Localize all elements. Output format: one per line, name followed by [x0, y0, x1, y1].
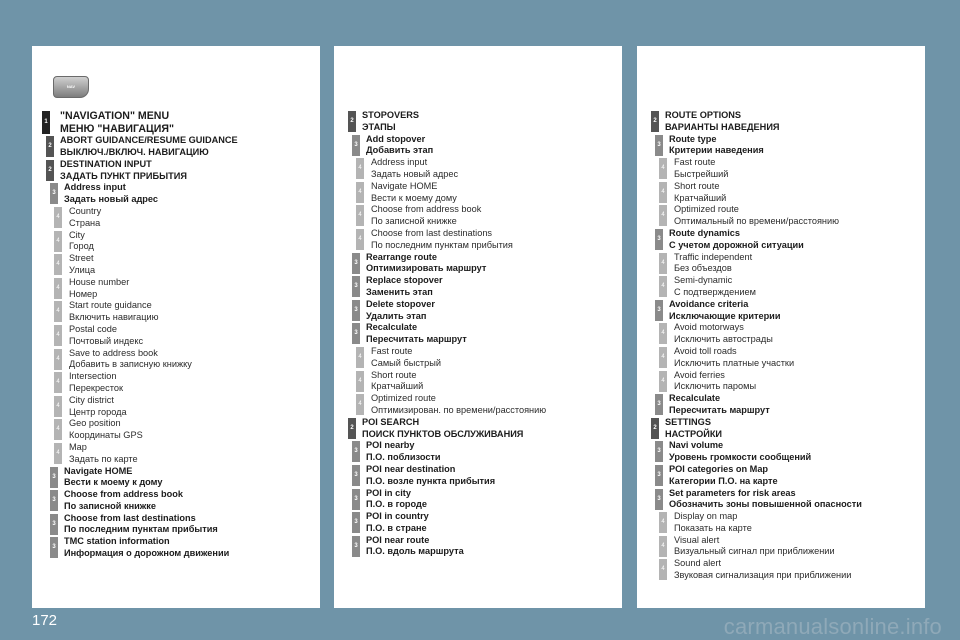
menu-item-label-ru: ВЫКЛЮЧ./ВКЛЮЧ. НАВИГАЦИЮ [60, 146, 209, 157]
menu-item-level-3 [334, 275, 622, 299]
menu-item-label-ru: Звуковая сигнализация при приближении [674, 570, 852, 581]
menu-item-level-4 [637, 558, 925, 582]
menu-item-label-en: DESTINATION INPUT [60, 158, 152, 169]
menu-item-label-en: Navigate HOME [64, 465, 133, 476]
menu-item-label-ru: Информация о дорожном движении [64, 548, 230, 559]
menu-item-level-4 [637, 535, 925, 559]
menu-item-label-ru: Исключающие критерии [669, 310, 781, 321]
menu-item-label-ru: По последним пунктам прибытия [64, 524, 218, 535]
level-badge: 4 [356, 182, 364, 203]
menu-item-level-3 [334, 322, 622, 346]
menu-item-label-en: House number [69, 276, 130, 287]
menu-tree [637, 110, 925, 582]
menu-item-label-ru: Пересчитать маршрут [366, 334, 467, 345]
menu-item-label-ru: Номер [69, 288, 98, 299]
menu-item-level-4 [334, 393, 622, 417]
level-badge: 3 [352, 253, 360, 274]
menu-tree [32, 110, 320, 560]
menu-item-level-3 [32, 536, 320, 560]
menu-item-level-2 [637, 417, 925, 441]
menu-item-label-en: Street [69, 253, 94, 264]
menu-item-level-3 [334, 535, 622, 559]
level-badge: 4 [54, 301, 62, 322]
menu-item-label-en: Postal code [69, 323, 118, 334]
level-badge: 4 [54, 254, 62, 275]
menu-item-label-en: Choose from last destinations [371, 227, 493, 238]
level-badge: 2 [46, 160, 54, 181]
level-badge: 3 [352, 512, 360, 533]
menu-item-label-ru: Исключить автострады [674, 334, 773, 345]
menu-item-level-4 [637, 157, 925, 181]
menu-item-level-3 [637, 134, 925, 158]
menu-item-label-en: Avoidance criteria [669, 298, 749, 309]
menu-item-label-ru: МЕНЮ "НАВИГАЦИЯ" [60, 122, 174, 135]
menu-item-label-ru: Без объездов [674, 263, 732, 274]
level-badge: 4 [659, 158, 667, 179]
menu-item-level-4 [32, 277, 320, 301]
menu-item-label-en: Route type [669, 133, 717, 144]
menu-item-label-ru: Вести к моему к дому [64, 477, 163, 488]
menu-item-label-ru: ВАРИАНТЫ НАВЕДЕНИЯ [665, 121, 780, 132]
menu-item-level-4 [637, 322, 925, 346]
menu-item-label-en: Intersection [69, 371, 117, 382]
level-badge: 4 [54, 419, 62, 440]
menu-item-level-4 [32, 324, 320, 348]
menu-item-label-en: Semi-dynamic [674, 275, 733, 286]
menu-item-label-ru: Удалить этап [366, 310, 427, 321]
level-badge: 4 [659, 512, 667, 533]
menu-item-label-en: Address input [64, 182, 126, 193]
menu-item-level-2 [334, 110, 622, 134]
menu-item-label-ru: Пересчитать маршрут [669, 404, 770, 415]
menu-item-label-en: Recalculate [669, 393, 721, 404]
menu-item-label-ru: Показать на карте [674, 522, 752, 533]
menu-item-level-3 [637, 299, 925, 323]
menu-item-label-en: Add stopover [366, 133, 426, 144]
menu-item-level-4 [32, 371, 320, 395]
menu-item-label-ru: НАСТРОЙКИ [665, 428, 723, 439]
menu-item-label-ru: Город [69, 241, 94, 252]
menu-item-label-ru: Задать новый адрес [64, 194, 159, 205]
menu-item-level-4 [637, 511, 925, 535]
menu-item-level-1 [32, 110, 320, 135]
level-badge: 4 [54, 231, 62, 252]
menu-item-label-en: POI in city [366, 487, 411, 498]
menu-item-level-3 [637, 440, 925, 464]
menu-item-label-en: Rearrange route [366, 251, 437, 262]
menu-item-label-en: ROUTE OPTIONS [665, 110, 742, 120]
menu-item-level-3 [637, 228, 925, 252]
menu-item-level-3 [334, 488, 622, 512]
menu-item-label-ru: Добавить в записную книжку [69, 359, 192, 370]
menu-item-label-ru: ЭТАПЫ [362, 121, 396, 132]
menu-item-label-ru: Критерии наведения [669, 145, 764, 156]
menu-item-label-en: POI SEARCH [362, 416, 420, 427]
menu-item-label-en: "NAVIGATION" MENU [60, 110, 170, 122]
menu-item-level-3 [32, 489, 320, 513]
level-badge: 4 [54, 325, 62, 346]
menu-item-label-en: Navi volume [669, 440, 724, 451]
menu-item-label-en: Choose from address book [371, 204, 482, 215]
menu-item-label-ru: Почтовый индекс [69, 335, 144, 346]
menu-item-label-en: Set parameters for risk areas [669, 487, 796, 498]
level-badge: 4 [54, 278, 62, 299]
menu-item-level-4 [32, 348, 320, 372]
menu-item-label-ru: Быстрейший [674, 168, 729, 179]
menu-item-label-en: Short route [674, 180, 720, 191]
menu-item-label-ru: По записной книжке [371, 216, 457, 227]
menu-item-label-en: City district [69, 394, 114, 405]
level-badge: 4 [356, 347, 364, 368]
menu-panel-stopovers-poi [334, 46, 622, 608]
level-badge: 4 [659, 182, 667, 203]
level-badge: 4 [54, 207, 62, 228]
level-badge: 3 [352, 441, 360, 462]
level-badge: 3 [352, 276, 360, 297]
menu-item-label-en: Recalculate [366, 322, 418, 333]
menu-item-label-ru: Уровень громкости сообщений [669, 452, 812, 463]
level-badge: 2 [46, 136, 54, 157]
level-badge: 4 [356, 229, 364, 250]
menu-item-level-3 [637, 464, 925, 488]
menu-item-level-4 [32, 300, 320, 324]
level-badge: 4 [659, 371, 667, 392]
level-badge: 3 [352, 323, 360, 344]
menu-item-label-en: Geo position [69, 418, 121, 429]
menu-item-level-4 [32, 442, 320, 466]
level-badge: 3 [352, 300, 360, 321]
menu-item-label-en: Fast route [371, 345, 413, 356]
menu-item-label-en: City [69, 229, 85, 240]
menu-item-level-4 [334, 181, 622, 205]
menu-item-level-4 [32, 230, 320, 254]
menu-item-level-4 [637, 275, 925, 299]
level-badge: 3 [655, 300, 663, 321]
level-badge: 4 [659, 559, 667, 580]
level-badge: 4 [54, 396, 62, 417]
level-badge: 4 [356, 371, 364, 392]
menu-item-level-2 [637, 110, 925, 134]
menu-item-level-2 [32, 159, 320, 183]
menu-item-label-en: Replace stopover [366, 275, 443, 286]
level-badge: 4 [356, 205, 364, 226]
menu-item-label-ru: Координаты GPS [69, 430, 143, 441]
menu-item-label-en: Start route guidance [69, 300, 152, 311]
menu-item-label-en: POI near destination [366, 463, 456, 474]
level-badge: 3 [50, 514, 58, 535]
menu-item-label-ru: П.О. поблизости [366, 452, 441, 463]
menu-item-label-en: Address input [371, 157, 428, 168]
menu-item-label-en: Delete stopover [366, 298, 435, 309]
menu-item-level-2 [334, 417, 622, 441]
menu-item-label-en: Country [69, 205, 102, 216]
level-badge: 4 [356, 158, 364, 179]
menu-item-label-en: POI categories on Map [669, 463, 769, 474]
menu-item-label-ru: ЗАДАТЬ ПУНКТ ПРИБЫТИЯ [60, 170, 187, 181]
menu-item-label-ru: Обозначить зоны повышенной опасности [669, 499, 862, 510]
level-badge: 4 [54, 372, 62, 393]
level-badge: 3 [655, 394, 663, 415]
menu-item-label-ru: Оптимальный по времени/расстоянию [674, 216, 840, 227]
menu-item-label-ru: Исключить платные участки [674, 357, 795, 368]
menu-item-level-2 [32, 135, 320, 159]
menu-item-label-en: Optimized route [674, 204, 739, 215]
level-badge: 4 [659, 253, 667, 274]
menu-item-label-en: Fast route [674, 157, 716, 168]
menu-item-label-ru: Вести к моему дому [371, 192, 457, 203]
menu-item-level-3 [32, 466, 320, 490]
menu-item-level-3 [334, 440, 622, 464]
level-badge: 3 [352, 465, 360, 486]
menu-item-label-en: Sound alert [674, 558, 721, 569]
menu-item-level-4 [637, 346, 925, 370]
menu-item-level-4 [334, 157, 622, 181]
menu-item-label-en: Avoid toll roads [674, 345, 737, 356]
level-badge: 3 [352, 489, 360, 510]
menu-item-label-en: Avoid motorways [674, 322, 744, 333]
level-badge: 3 [655, 229, 663, 250]
level-badge: 4 [356, 394, 364, 415]
menu-item-level-3 [334, 252, 622, 276]
menu-item-label-en: Choose from last destinations [64, 512, 196, 523]
menu-item-label-ru: Включить навигацию [69, 312, 159, 323]
level-badge: 3 [50, 537, 58, 558]
menu-item-label-ru: Исключить паромы [674, 381, 757, 392]
menu-item-label-en: Display on map [674, 511, 738, 522]
menu-panel-route-options-settings [637, 46, 925, 608]
menu-item-label-ru: Задать новый адрес [371, 168, 459, 179]
menu-item-label-en: TMC station information [64, 536, 170, 547]
menu-item-label-en: Avoid ferries [674, 369, 725, 380]
menu-item-label-en: POI near route [366, 534, 430, 545]
menu-item-label-ru: П.О. в городе [366, 499, 427, 510]
menu-item-label-ru: Перекресток [69, 382, 123, 393]
level-badge: 2 [348, 418, 356, 439]
menu-item-label-ru: Самый быстрый [371, 357, 441, 368]
menu-item-label-ru: П.О. возле пункта прибытия [366, 475, 496, 486]
level-badge: 4 [659, 276, 667, 297]
menu-item-level-4 [637, 181, 925, 205]
menu-item-level-3 [32, 513, 320, 537]
menu-item-label-en: POI in country [366, 511, 429, 522]
menu-item-label-ru: Улица [69, 264, 96, 275]
menu-item-label-ru: Страна [69, 217, 101, 228]
menu-item-label-ru: Визуальный сигнал при приближении [674, 546, 835, 557]
level-badge: 4 [54, 443, 62, 464]
menu-item-label-ru: Кратчайший [674, 192, 727, 203]
menu-item-level-4 [32, 206, 320, 230]
menu-item-level-4 [334, 228, 622, 252]
menu-item-label-en: SETTINGS [665, 416, 711, 427]
menu-item-label-ru: Добавить этап [366, 145, 434, 156]
menu-item-level-3 [637, 488, 925, 512]
menu-item-label-ru: ПОИСК ПУНКТОВ ОБСЛУЖИВАНИЯ [362, 428, 524, 439]
menu-item-label-ru: Оптимизирован. по времени/расстоянию [371, 404, 547, 415]
menu-item-level-4 [334, 370, 622, 394]
menu-item-label-en: POI nearby [366, 440, 415, 451]
level-badge: 3 [352, 135, 360, 156]
level-badge: 4 [659, 536, 667, 557]
menu-item-label-ru: Задать по карте [69, 453, 138, 464]
menu-item-level-4 [334, 346, 622, 370]
menu-item-level-4 [334, 204, 622, 228]
level-badge: 3 [50, 467, 58, 488]
level-badge: 3 [655, 441, 663, 462]
level-badge: 2 [651, 111, 659, 132]
level-badge: 3 [655, 465, 663, 486]
watermark: carmanualsonline.info [723, 614, 942, 639]
menu-item-level-4 [637, 204, 925, 228]
menu-item-label-en: Save to address book [69, 347, 158, 358]
nav-button-icon: NAV [53, 76, 89, 98]
menu-item-level-4 [32, 395, 320, 419]
level-badge: 2 [651, 418, 659, 439]
menu-item-level-3 [334, 134, 622, 158]
menu-item-label-ru: П.О. вдоль маршрута [366, 546, 464, 557]
menu-item-label-ru: С подтверждением [674, 286, 756, 297]
menu-item-label-ru: Заменить этап [366, 286, 433, 297]
level-badge: 1 [42, 111, 50, 134]
menu-item-level-4 [637, 252, 925, 276]
level-badge: 3 [655, 489, 663, 510]
menu-item-label-ru: По записной книжке [64, 500, 157, 511]
menu-tree [334, 110, 622, 558]
menu-item-level-3 [32, 182, 320, 206]
menu-item-label-ru: Категории П.О. на карте [669, 475, 778, 486]
menu-item-level-3 [334, 464, 622, 488]
page-number: 172 [32, 612, 58, 629]
menu-item-level-4 [32, 253, 320, 277]
level-badge: 3 [655, 135, 663, 156]
menu-item-label-en: Visual alert [674, 534, 720, 545]
level-badge: 3 [50, 183, 58, 204]
menu-item-label-en: Route dynamics [669, 227, 740, 238]
menu-item-level-4 [637, 370, 925, 394]
menu-item-label-en: Short route [371, 369, 417, 380]
menu-item-label-en: ABORT GUIDANCE/RESUME GUIDANCE [60, 135, 238, 146]
level-badge: 2 [348, 111, 356, 132]
level-badge: 3 [352, 536, 360, 557]
menu-item-label-en: Traffic independent [674, 251, 753, 262]
level-badge: 4 [54, 349, 62, 370]
menu-item-label-en: STOPOVERS [362, 110, 420, 120]
menu-item-label-ru: Кратчайший [371, 381, 424, 392]
level-badge: 4 [659, 323, 667, 344]
menu-item-label-en: Map [69, 441, 87, 452]
menu-item-label-ru: Оптимизировать маршрут [366, 263, 487, 274]
menu-item-label-ru: Центр города [69, 406, 127, 417]
menu-item-level-3 [334, 511, 622, 535]
menu-item-level-3 [637, 393, 925, 417]
menu-item-label-ru: По последним пунктам прибытия [371, 239, 513, 250]
menu-item-label-en: Navigate HOME [371, 180, 438, 191]
menu-item-level-3 [334, 299, 622, 323]
menu-item-label-ru: П.О. в стране [366, 522, 427, 533]
menu-item-label-en: Choose from address book [64, 489, 183, 500]
menu-panel-navigation [32, 46, 320, 608]
level-badge: 3 [50, 490, 58, 511]
menu-item-level-4 [32, 418, 320, 442]
level-badge: 4 [659, 205, 667, 226]
menu-item-label-en: Optimized route [371, 393, 436, 404]
level-badge: 4 [659, 347, 667, 368]
menu-item-label-ru: С учетом дорожной ситуации [669, 239, 804, 250]
